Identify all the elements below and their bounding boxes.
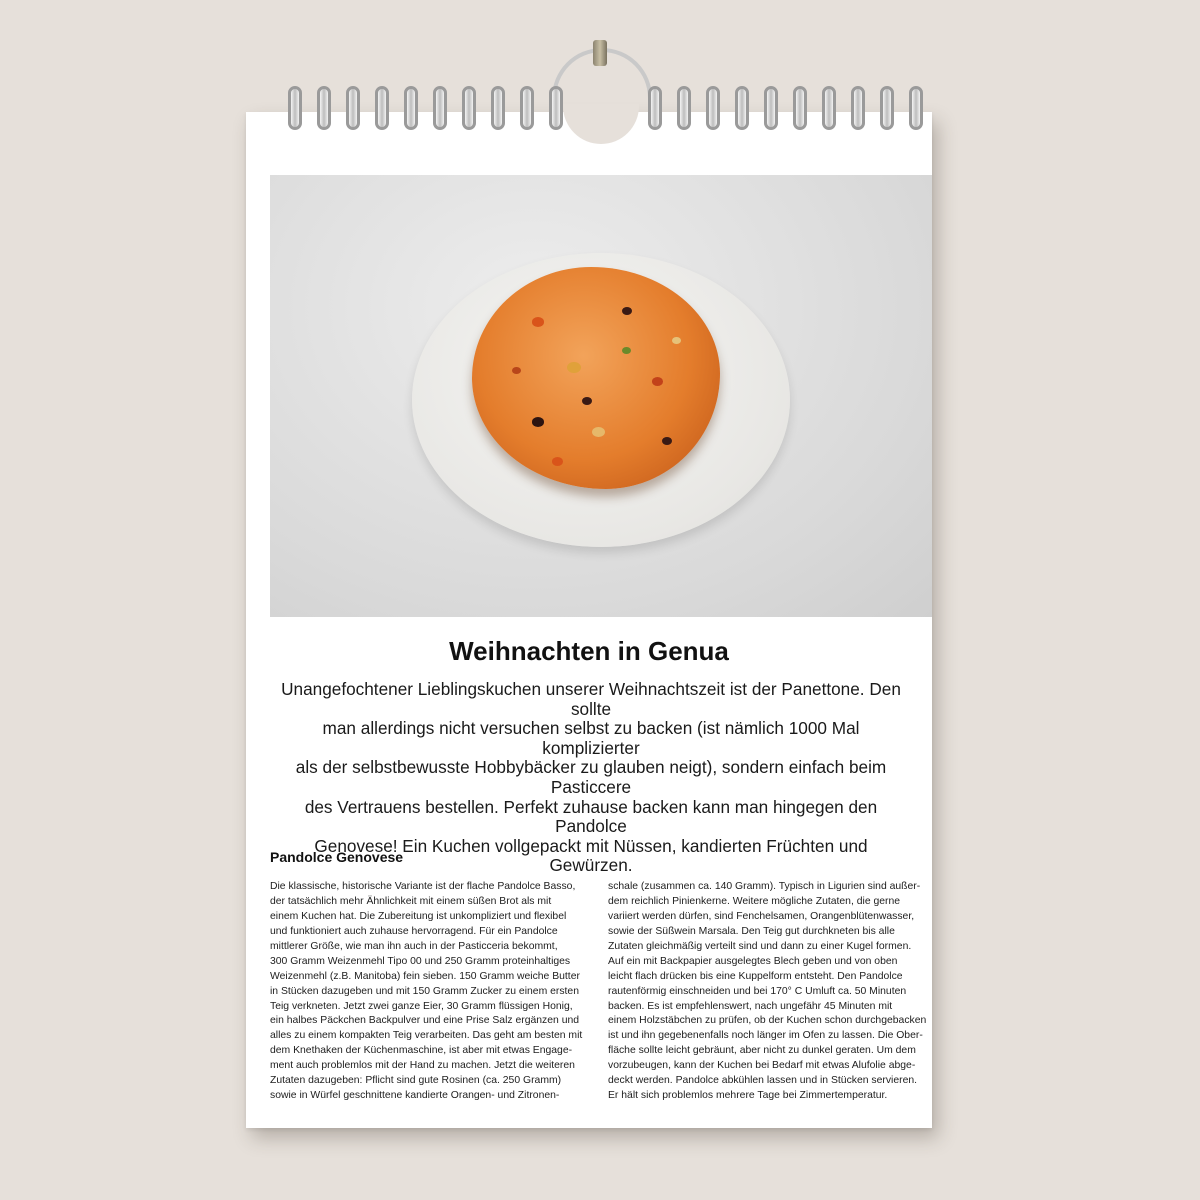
- intro-line: Unangefochtener Lieblingskuchen unserer Weihnachtszeit ist der Panettone. Den sollte: [281, 679, 901, 719]
- spiral-coil: [648, 86, 662, 130]
- spiral-coil: [375, 86, 389, 130]
- spiral-coil: [346, 86, 360, 130]
- cake-fruit-piece: [592, 427, 605, 437]
- cake-fruit-piece: [532, 317, 544, 327]
- recipe-line: Die klassische, historische Variante ist der flache Pandolce Basso,: [270, 881, 576, 892]
- recipe-line: sowie in Würfel geschnittene kandierte Orangen- und Zitronen-: [270, 1090, 560, 1102]
- spiral-coil: [822, 86, 836, 130]
- recipe-line: Weizenmehl (z.B. Manitoba) fein sieben. 150 Gramm weiche Butter: [270, 970, 580, 982]
- intro-text: [276, 680, 906, 876]
- cake-fruit-piece: [652, 377, 663, 386]
- spiral-coil: [549, 86, 563, 130]
- spiral-coil: [462, 86, 476, 130]
- cake-fruit-piece: [662, 437, 672, 445]
- cake-fruit-piece: [582, 397, 592, 405]
- recipe-line: Teig verkneten. Jetzt zwei ganze Eier, 30 Gramm flüssigen Honig,: [270, 1000, 573, 1012]
- recipe-line: vorzubeugen, kann der Kuchen bei Bedarf mit etwas Alufolie abge-: [608, 1060, 916, 1072]
- recipe-line: ment auch problemlos mit der Hand zu machen. Jetzt die weiteren: [270, 1060, 575, 1072]
- recipe-line: einem Holzstäbchen zu prüfen, ob der Kuchen schon durchgebacken: [608, 1015, 927, 1027]
- cake-fruit-piece: [512, 367, 521, 374]
- recipe-line: Auf ein mit Backpapier ausgelegtes Blech geben und von oben: [608, 955, 898, 967]
- page-title: Weihnachten in Genua: [449, 636, 729, 666]
- recipe-line: und funktioniert auch zuhause hervorragend. Für ein Pandolce: [270, 925, 558, 937]
- recipe-line: dem Knethaken der Küchenmaschine, ist aber mit etwas Engage-: [270, 1045, 573, 1057]
- recipe-line: mittlerer Größe, wie man ihn auch in der Pasticceria bekommt,: [270, 940, 558, 952]
- cake-photo: [270, 175, 932, 617]
- spiral-coil: [433, 86, 447, 130]
- recipe-title: Pandolce Genovese: [270, 849, 404, 865]
- spiral-coil: [793, 86, 807, 130]
- recipe-line: dem reichlich Pinienkerne. Weitere mögliche Zutaten, die gerne: [608, 895, 901, 907]
- intro-line: des Vertrauens bestellen. Perfekt zuhause backen kann man hingegen den Pandolce: [304, 796, 878, 837]
- intro-line: als der selbstbewusste Hobbybäcker zu glauben neigt), sondern einfach beim Pasticcere: [295, 757, 887, 797]
- recipe-line: ein halbes Päckchen Backpulver und eine Prise Salz ergänzen und: [270, 1015, 580, 1027]
- cake-fruit-piece: [552, 457, 563, 466]
- recipe-line: Zutaten dazugeben: Pflicht sind gute Rosinen (ca. 250 Gramm): [270, 1075, 562, 1087]
- cake-fruit-piece: [672, 337, 681, 344]
- recipe-line: rautenförmig einschneiden und bei 170° C Umluft ca. 50 Minuten: [608, 985, 907, 997]
- recipe-line: Zutaten gleichmäßig verteilt sind und dann zu einer Kugel formen.: [608, 940, 912, 952]
- intro-line: Genovese! Ein Kuchen vollgepackt mit Nüssen, kandierten Früchten und Gewürzen.: [314, 835, 868, 876]
- recipe-line: in Stücken dazugeben und mit 150 Gramm Zucker zu einem ersten: [270, 985, 579, 997]
- recipe-column-left: [270, 880, 588, 1104]
- spiral-coil: [677, 86, 691, 130]
- recipe-line: der tatsächlich mehr Ähnlichkeit mit einem süßen Brot als mit: [270, 895, 552, 907]
- recipe-column-right: [608, 880, 926, 1104]
- wall-nail: [593, 40, 607, 66]
- cake-fruit-piece: [622, 307, 632, 315]
- recipe-line: fläche sollte leicht gebräunt, aber nicht zu dunkel geraten. Um dem: [608, 1045, 916, 1057]
- spiral-coil: [735, 86, 749, 130]
- spiral-coil: [404, 86, 418, 130]
- recipe-line: alles zu einem kompakten Teig verarbeiten. Das geht am besten mit: [270, 1030, 583, 1042]
- intro-line: man allerdings nicht versuchen selbst zu backen (ist nämlich 1000 Mal komplizierter: [322, 718, 860, 758]
- spiral-coil: [520, 86, 534, 130]
- recipe-line: 300 Gramm Weizenmehl Tipo 00 und 250 Gramm proteinhaltiges: [270, 955, 571, 967]
- spiral-coil: [317, 86, 331, 130]
- spiral-binding: [280, 86, 930, 136]
- recipe-line: backen. Es ist empfehlenswert, nach ungefähr 45 Minuten mit: [608, 1000, 893, 1012]
- spiral-coil: [706, 86, 720, 130]
- recipe-line: schale (zusammen ca. 140 Gramm). Typisch in Ligurien sind außer-: [608, 881, 921, 892]
- spiral-coil: [909, 86, 923, 130]
- recipe-line: einem Kuchen hat. Die Zubereitung ist unkompliziert und flexibel: [270, 910, 567, 922]
- cake-fruit-piece: [622, 347, 631, 354]
- recipe-line: sowie der Süßwein Marsala. Den Teig gut durchkneten bis alle: [608, 925, 895, 937]
- spiral-coil: [851, 86, 865, 130]
- spiral-coil: [764, 86, 778, 130]
- recipe-line: ist und ihn gegebenenfalls noch länger im Ofen zu lassen. Die Ober-: [608, 1030, 923, 1042]
- spiral-coil: [880, 86, 894, 130]
- spiral-coil: [491, 86, 505, 130]
- cake-fruit-piece: [567, 362, 581, 373]
- recipe-line: variiert werden dürfen, sind Fenchelsamen, Orangenblütenwasser,: [608, 910, 915, 922]
- recipe-line: Er hält sich problemlos mehrere Tage bei Zimmertemperatur.: [608, 1090, 888, 1102]
- cake-fruit-piece: [532, 417, 544, 427]
- recipe-line: deckt werden. Pandolce abkühlen lassen und in Stücken servieren.: [608, 1075, 918, 1087]
- recipe-line: leicht flach drücken bis eine Kuppelform entsteht. Den Pandolce: [608, 970, 903, 982]
- spiral-coil: [288, 86, 302, 130]
